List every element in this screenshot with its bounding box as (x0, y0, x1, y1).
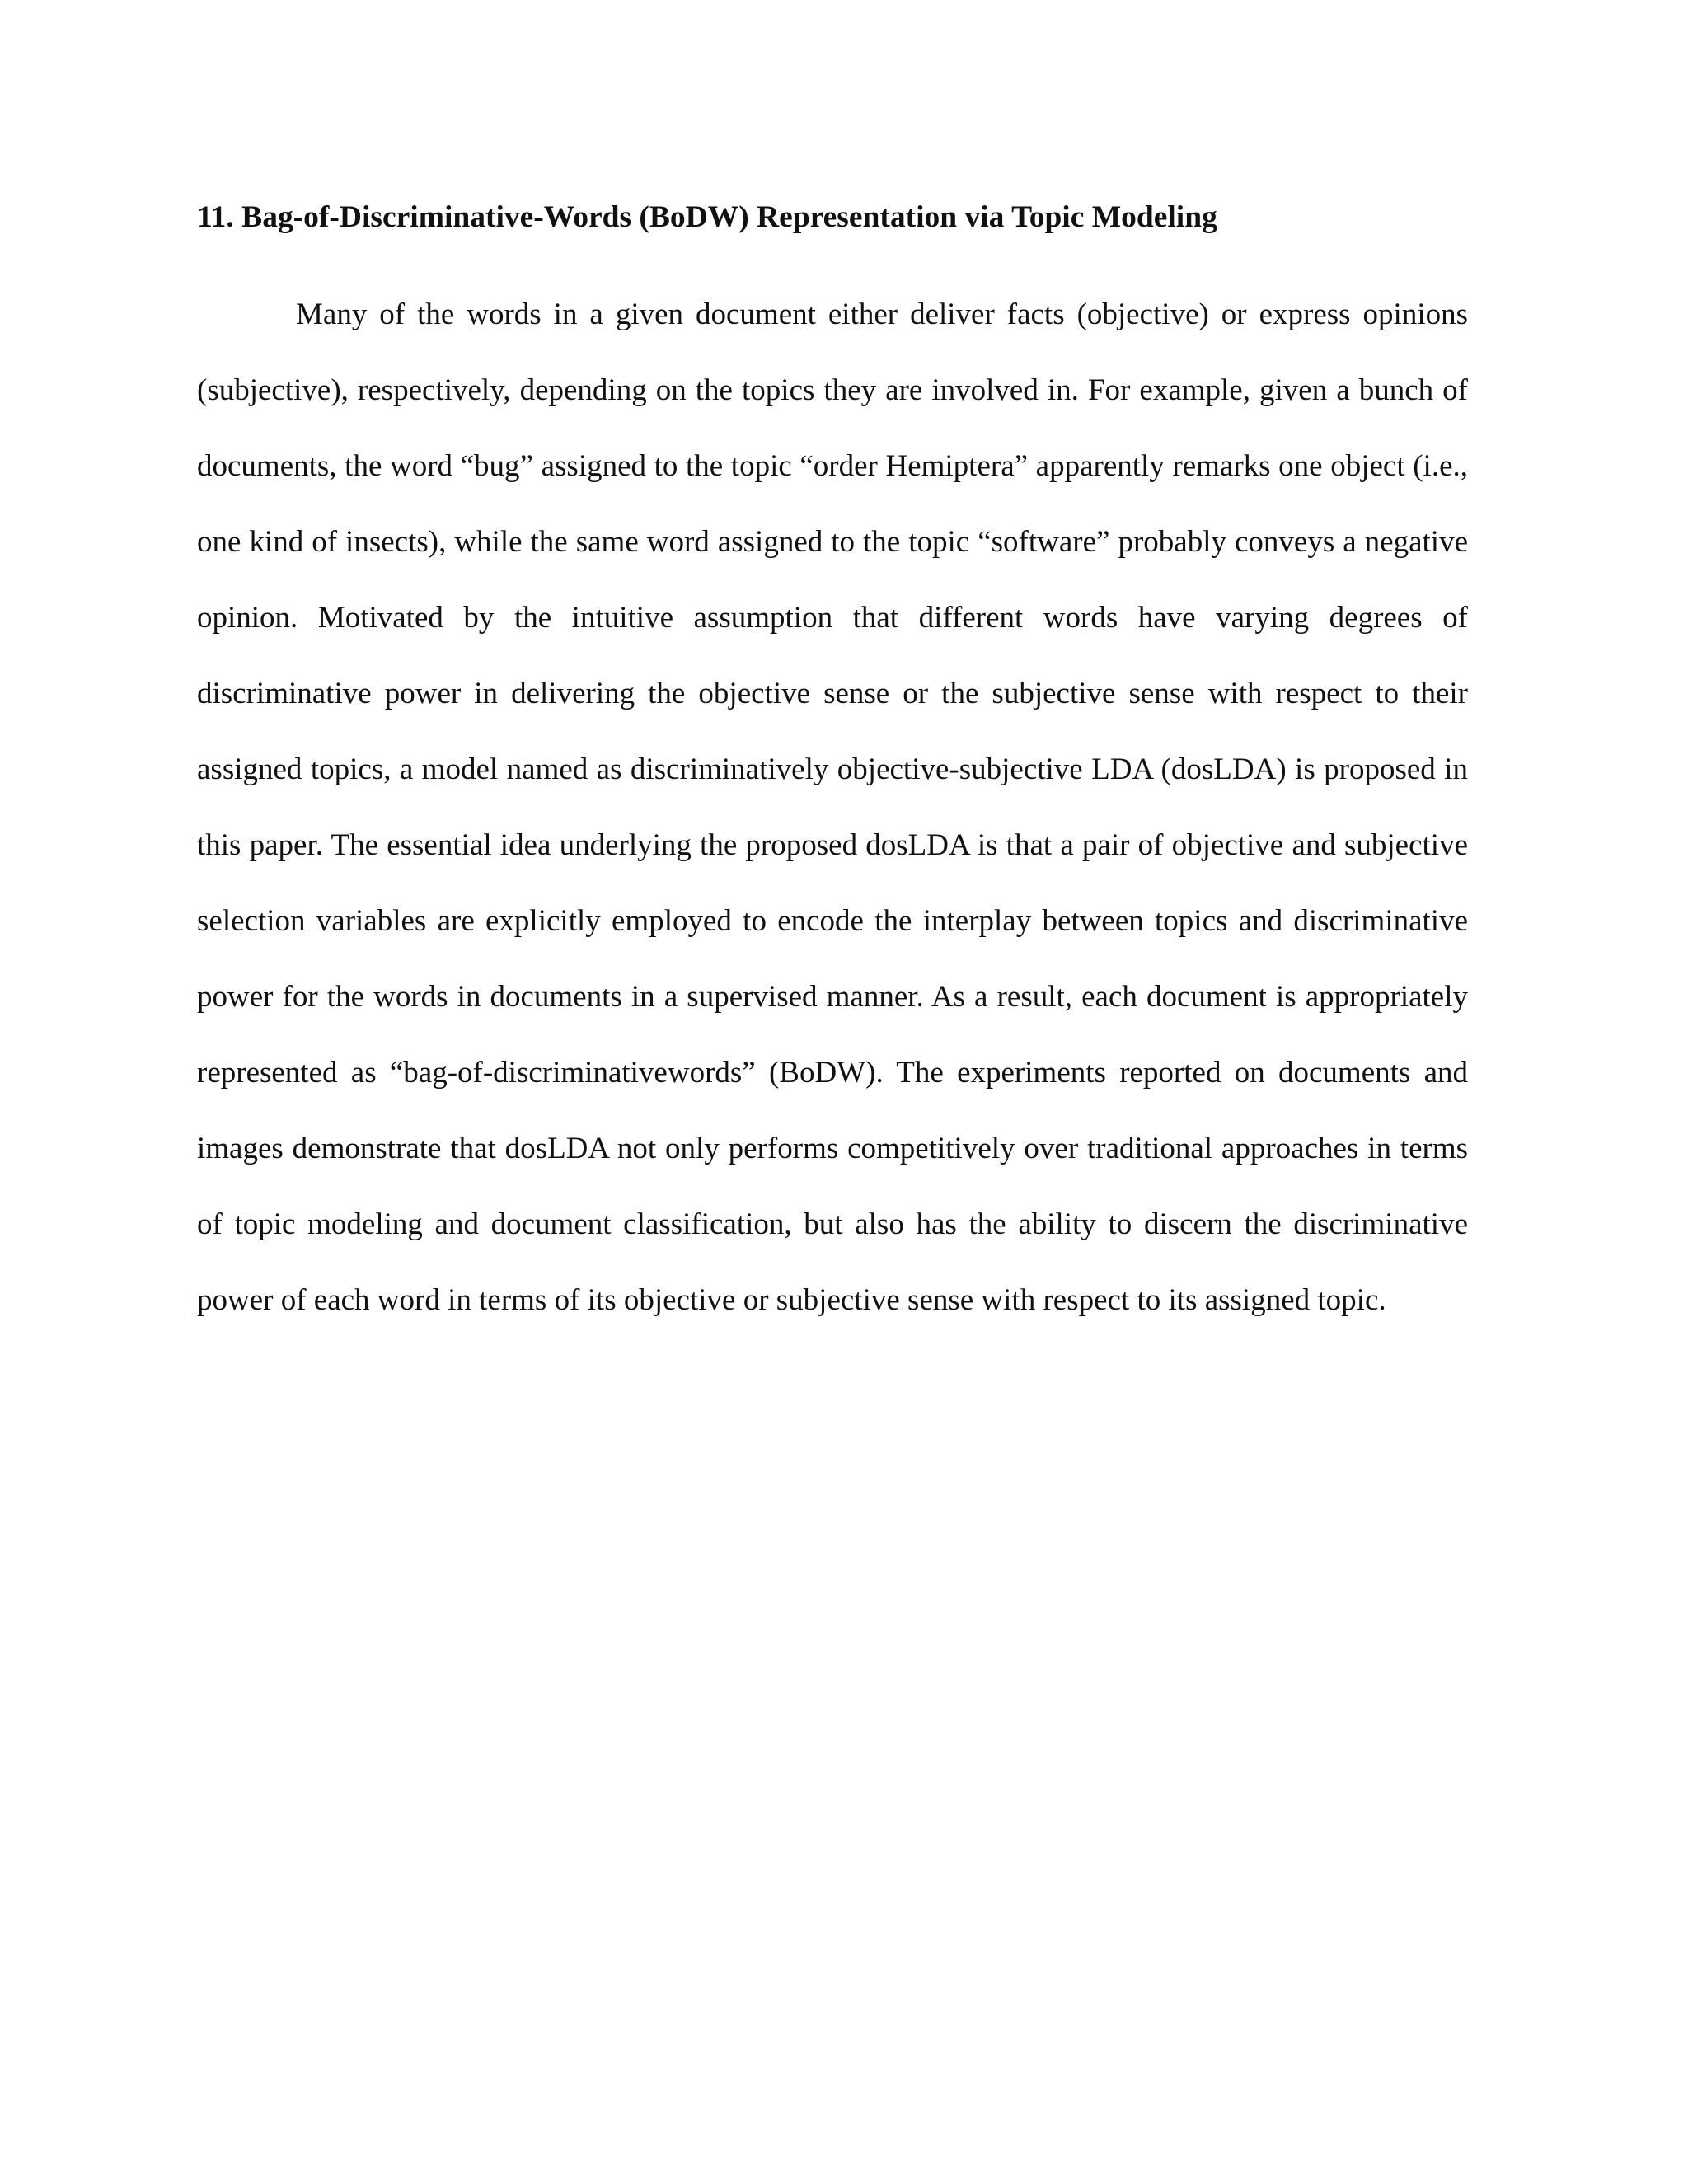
section-paragraph: Many of the words in a given document either deliver facts (objective) or express opinions (subjective), respectively, depending on the topics they are involved in. For example, given a bunch of documents, the word “bug” assigned to the topic “order Hemiptera” apparently remarks one object (i.e., one kind of insects), while the same word assigned to the topic “software” probably conveys a negative opinion. Motivated by the intuitive assumption that different words have varying degrees of discriminative power in delivering the objective sense or the subjective sense with respect to their assigned topics, a model named as discriminatively objective-subjective LDA (dosLDA) is proposed in this paper. The essential idea underlying the proposed dosLDA is that a pair of objective and subjective selection variables are explicitly employed to encode the interplay between topics and discriminative power for the words in documents in a supervised manner. As a result, each document is appropriately represented as “bag-of-discriminativewords” (BoDW). The experiments reported on documents and images demonstrate that dosLDA not only performs competitively over traditional approaches in terms of topic modeling and document classification, but also has the ability to discern the discriminative power of each word in terms of its objective or subjective sense with respect to its assigned topic. (197, 298, 1468, 1317)
section-content (197, 191, 1468, 1338)
section-heading: 11. Bag-of-Discriminative-Words (BoDW) Representation via Topic Modeling (197, 200, 1217, 234)
